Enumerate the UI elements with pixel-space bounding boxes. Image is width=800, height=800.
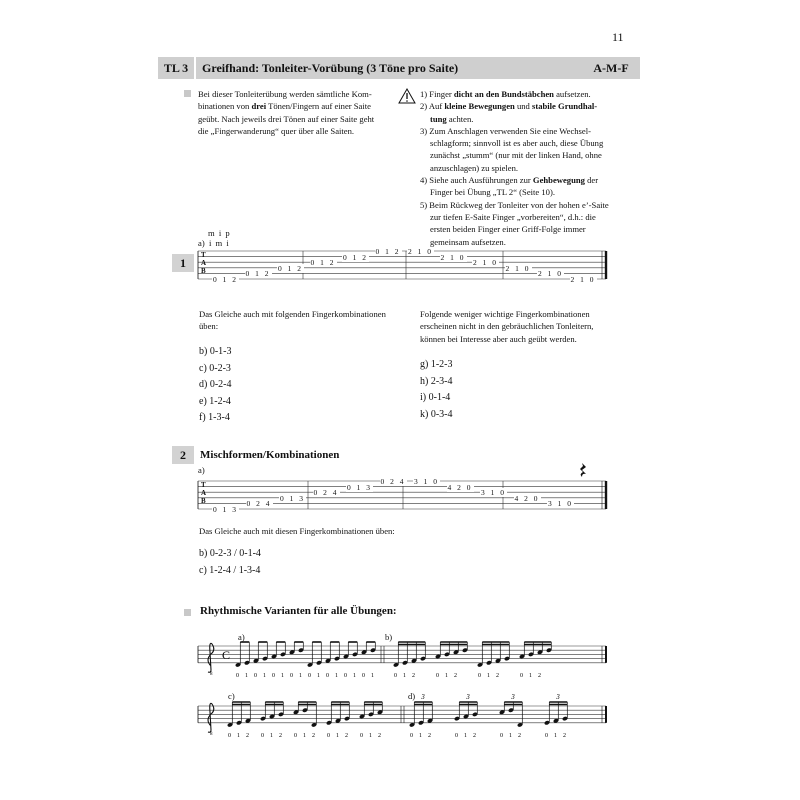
finger-number: 0 [360,732,363,739]
triplet-mark: 3 [466,693,470,701]
time-signature: C [222,648,231,662]
section2-title: Mischformen/Kombinationen [200,449,340,461]
finger-number: 1 [281,672,284,679]
finger-number: 0 [294,732,297,739]
tab-fret-group: 3 1 0 [414,477,439,486]
note-3: 3) Zum Anschlagen verwenden Sie eine Wechsel- [420,125,591,136]
note-bold: Gehbewegung [532,175,585,186]
exercise-header [158,57,640,79]
note-text: achten. [446,113,474,124]
list-item: i) 0-1-4 [420,392,451,403]
intro-line: Bei dieser Tonleiterübung werden sämtliche Kom- [198,89,372,99]
finger-number: 1 [237,732,240,739]
finger-number: 0 [520,672,523,679]
music-staff-1 [198,632,610,692]
music-staff-2 [198,692,610,752]
finger-number: 1 [419,732,422,739]
tab-fret-group: 2 1 0 [408,247,433,256]
exercise-code: TL 3 [158,57,194,79]
finger-number: 0 [326,672,329,679]
note-3-cont: schlagform; sinnvoll ist es aber auch, diese Übung [430,138,604,149]
finger-number: 2 [496,672,499,679]
tab-fret-group: 2 1 0 [505,263,531,273]
finger-number: 1 [263,672,266,679]
note-1 [420,88,635,100]
note-5-cont: gemeinsam aufsetzen. [430,236,506,247]
finger-number: 0 [410,732,413,739]
note-3-cont: zunächst „stumm“ (nur mit der linken Hand, ohne [430,150,602,161]
text-line: üben: [199,321,219,332]
note-5-cont: zur tiefen E-Saite Finger „vorbereiten“, d.h.: die [430,211,596,222]
finger-number: 0 [545,732,548,739]
tab-fret-group: 0 1 2 [343,252,368,262]
finger-number: 2 [246,732,249,739]
tab-fret-group: 2 1 0 [538,269,563,279]
intro-line: geübt. Nach jeweils drei Tönen auf einer Saite geht [198,113,375,124]
note-4 [420,174,635,186]
notes-list [420,88,635,248]
combination-list-left [199,344,232,427]
finger-number: 0 [308,672,311,679]
warning-icon [398,88,416,104]
triplet-mark: 3 [511,693,515,701]
finger-number: 1 [270,732,273,739]
tab-fret-group: 2 1 0 [440,252,466,262]
text-line: Folgende weniger wichtige Fingerkombinationen [420,309,590,319]
tab-fret-group: 0 1 2 [375,247,401,256]
exercise-title: Greifhand: Tonleiter-Vorübung (3 Töne pro Saite) [196,57,604,79]
tab-letter: T [201,251,206,259]
note-5-cont: ersten beiden Finger einer Griff-Folge immer [430,224,586,235]
finger-number: 2 [378,732,381,739]
list-item: g) 1-2-3 [420,359,453,370]
section1-left-text [199,308,409,333]
note-bold: stabile Grundhal- [531,101,598,112]
section-number-1: 1 [172,254,194,272]
finger-number: 0 [327,732,330,739]
finger-number: 1 [299,672,302,679]
section2-list [199,546,261,579]
finger-number: 1 [245,672,248,679]
intro-text-part: Tönen/Fingern auf einer Saite [266,101,371,112]
finger-number: 0 [290,672,293,679]
tab-fret-group: 0 1 3 [280,493,305,503]
rhythm-label-b: b) [385,632,393,642]
finger-number: 2 [312,732,315,739]
finger-number: 2 [538,672,541,679]
treble-clef-icon [208,643,214,672]
note-text: 4) Siehe auch Ausführungen zur [420,175,533,186]
tab-letter: A [201,259,207,267]
note-3-cont: anzuschlagen) zu spielen. [430,162,519,173]
tab-numbers-1 [198,247,610,284]
intro-line: die „Fingerwanderung“ quer über alle Saiten. [198,125,355,136]
finger-number: 1 [353,672,356,679]
section-number-2: 2 [172,446,194,464]
finger-number: 2 [428,732,431,739]
note-text: 2) Auf [420,101,445,112]
finger-number: 0 [394,672,397,679]
rhythm-title: Rhythmische Varianten für alle Übungen: [200,605,397,617]
finger-number: 1 [464,732,467,739]
tab-fret-group: 0 2 4 [380,477,406,486]
triplet-mark: 3 [421,693,425,701]
note-4-cont: Finger bei Übung „TL 2“ (Seite 10). [430,187,555,198]
note-bold: kleine Bewegungen [444,101,515,112]
finger-number: 1 [371,672,374,679]
tab-fret-group: 3 1 0 [481,488,506,498]
clef-octave-mark: 8 [210,732,213,737]
text-line: erscheinen nicht in den gebräuchlichen Tonleitern, [420,321,594,332]
list-item: h) 2-3-4 [420,375,453,387]
list-item: b) 0-2-3 / 0-1-4 [199,548,261,559]
finger-number: 2 [412,672,415,679]
exercise-level: A-M-F [582,57,640,79]
finger-number: 1 [509,732,512,739]
list-item: e) 1-2-4 [199,395,231,407]
finger-number: 0 [362,672,365,679]
bullet-square [184,90,191,97]
list-item: k) 0-3-4 [420,408,453,420]
tab-fret-group: 0 1 3 [347,482,372,492]
triplet-mark: 3 [556,693,560,701]
tab-numbers-2 [198,477,610,514]
finger-number: 2 [279,732,282,739]
list-item: c) 1-2-4 / 1-3-4 [199,564,261,576]
tab-fret-group: 3 1 0 [548,499,573,509]
page-number: 11 [612,30,624,44]
rhythm-label-c: c) [228,691,235,701]
finger-number: 1 [403,672,406,679]
list-item: b) 0-1-3 [199,346,232,357]
finger-number: 1 [487,672,490,679]
tab-fret-group: 2 1 0 [570,275,596,284]
note-text: aufsetzen. [553,89,591,99]
treble-clef-icon [208,703,214,732]
text-line: Das Gleiche auch mit folgenden Fingerkombinationen [199,309,386,319]
tab-fret-group: 0 1 2 [245,269,271,279]
note-2-cont [420,113,635,125]
finger-number: 1 [445,672,448,679]
section1-right-text [420,308,635,345]
finger-number: 2 [345,732,348,739]
finger-number: 0 [236,672,239,679]
combination-list-right [420,357,453,423]
tab-fret-group: 4 2 0 [514,493,540,503]
finger-number: 0 [254,672,257,679]
tab-fret-group: 0 1 2 [278,263,303,273]
tab-fret-group: 0 2 4 [246,499,272,509]
finger-number: 0 [436,672,439,679]
finger-number: 0 [478,672,481,679]
tab-fret-group: 0 1 2 [213,275,238,284]
list-item: d) 0-2-4 [199,379,232,390]
intro-bold: drei [251,101,267,112]
finger-number: 1 [336,732,339,739]
tab-fret-group: 4 2 0 [447,482,473,492]
finger-number: 0 [228,732,231,739]
finger-number: 0 [261,732,264,739]
tab-fret-group: 0 2 4 [313,488,339,498]
finger-number: 1 [317,672,320,679]
tab-letter: A [201,489,207,497]
tab-letter: B [201,497,206,505]
finger-number: 1 [303,732,306,739]
tab-fret-group: 2 1 0 [473,258,498,268]
text-line: können bei Interesse aber auch geübt werden. [420,333,577,344]
finger-number: 0 [272,672,275,679]
note-text: 1) Finger [420,89,454,99]
section2-text: Das Gleiche auch mit diesen Fingerkombinationen üben: [199,526,395,536]
finger-number: 2 [473,732,476,739]
list-item: c) 0-2-3 [199,362,231,374]
note-5: 5) Beim Rückweg der Tonleiter von der hohen e’-Saite [420,199,609,210]
tab-fret-group: 0 1 3 [213,505,238,514]
note-2 [420,100,635,112]
tab-letter: T [201,481,206,489]
finger-number: 1 [335,672,338,679]
tab-letter: B [201,267,206,275]
rest-icon [578,462,588,478]
intro-text [198,88,403,137]
finger-number: 2 [563,732,566,739]
rhythm-label-a: a) [238,632,245,642]
finger-number: 2 [518,732,521,739]
finger-number: 0 [455,732,458,739]
finger-number: 1 [369,732,372,739]
clef-octave-mark: 8 [210,672,213,677]
label-a: a) [198,238,205,248]
finger-number: 1 [554,732,557,739]
note-text: der [584,175,599,186]
label-a: a) [198,465,205,475]
finger-number: 0 [344,672,347,679]
rhythm-label-d: d) [408,691,416,701]
intro-text-part: binationen von [198,101,252,112]
note-text: und [514,101,532,112]
note-bold: dicht an den Bundstäbchen [453,89,554,99]
finger-number: 0 [500,732,503,739]
bullet-square [184,609,191,616]
tab-fret-group: 0 1 2 [310,258,336,268]
list-item: f) 1-3-4 [199,412,230,423]
fingering-top: m i p [208,228,231,238]
intro-line [198,100,403,112]
fingering-bottom: i m i [209,238,230,248]
finger-number: 1 [529,672,532,679]
finger-number: 2 [454,672,457,679]
note-bold: tung [430,113,447,124]
